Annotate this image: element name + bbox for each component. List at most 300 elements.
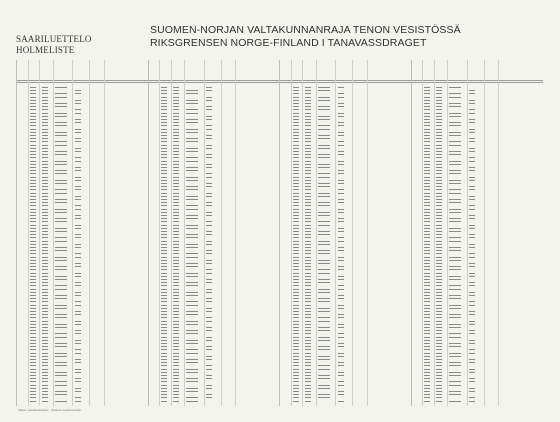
cell-mark: [449, 298, 461, 299]
cell-mark: [424, 212, 430, 213]
cell-mark: [293, 311, 299, 312]
cell-mark: [293, 321, 299, 322]
cell-mark: [173, 372, 179, 373]
cell-mark: [436, 250, 442, 251]
cell-mark: [42, 369, 48, 370]
cell-mark: [338, 209, 344, 210]
cell-mark: [42, 157, 48, 158]
cell-mark: [424, 285, 430, 286]
cell-mark: [173, 161, 179, 162]
cell-mark: [338, 298, 344, 299]
cell-mark: [449, 257, 461, 258]
cell-mark: [206, 397, 212, 398]
cell-mark: [436, 279, 442, 280]
cell-mark: [338, 269, 344, 270]
cell-mark: [161, 305, 167, 306]
cell-mark: [173, 125, 179, 126]
cell-mark: [206, 100, 212, 101]
cell-mark: [42, 202, 48, 203]
cell-mark: [436, 237, 442, 238]
cell-mark: [42, 135, 48, 136]
cell-mark: [424, 122, 430, 123]
cell-mark: [293, 273, 299, 274]
cell-mark: [293, 180, 299, 181]
cell-mark: [436, 269, 442, 270]
cell-mark: [30, 212, 36, 213]
cell-mark: [305, 90, 311, 91]
cell-mark: [424, 132, 430, 133]
cell-mark: [161, 337, 167, 338]
cell-mark: [186, 397, 198, 398]
cell-mark: [436, 135, 442, 136]
cell-mark: [173, 263, 179, 264]
cell-mark: [55, 103, 67, 104]
cell-mark: [161, 173, 167, 174]
cell-mark: [42, 186, 48, 187]
cell-mark: [338, 231, 344, 232]
cell-mark: [424, 343, 430, 344]
cell-mark: [436, 311, 442, 312]
cell-mark: [30, 193, 36, 194]
cell-mark: [449, 269, 461, 270]
cell-mark: [173, 305, 179, 306]
cell-mark: [424, 321, 430, 322]
cell-mark: [206, 241, 212, 242]
cell-mark: [424, 372, 430, 373]
cell-mark: [173, 177, 179, 178]
cell-mark: [436, 129, 442, 130]
cell-mark: [318, 145, 330, 146]
cell-mark: [30, 135, 36, 136]
cell-mark: [206, 164, 212, 165]
cell-mark: [186, 311, 198, 312]
cell-mark: [173, 100, 179, 101]
cell-mark: [42, 180, 48, 181]
cell-mark: [318, 282, 330, 283]
cell-mark: [30, 145, 36, 146]
cell-mark: [318, 177, 330, 178]
cell-mark: [293, 250, 299, 251]
cell-mark: [318, 241, 330, 242]
cell-mark: [206, 225, 212, 226]
cell-mark: [161, 250, 167, 251]
cell-mark: [436, 289, 442, 290]
cell-mark: [305, 314, 311, 315]
cell-mark: [55, 257, 67, 258]
cell-mark: [293, 388, 299, 389]
cell-mark: [75, 189, 81, 190]
cell-mark: [338, 228, 344, 229]
cell-mark: [55, 385, 67, 386]
cell-mark: [186, 324, 198, 325]
cell-mark: [30, 381, 36, 382]
cell-mark: [161, 292, 167, 293]
cell-mark: [173, 388, 179, 389]
cell-mark: [305, 237, 311, 238]
cell-mark: [436, 340, 442, 341]
cell-mark: [338, 365, 344, 366]
cell-mark: [161, 298, 167, 299]
cell-mark: [449, 372, 461, 373]
cell-mark: [305, 97, 311, 98]
cell-mark: [173, 231, 179, 232]
cell-mark: [469, 333, 475, 334]
cell-mark: [75, 333, 81, 334]
cell-mark: [469, 378, 475, 379]
cell-mark: [30, 196, 36, 197]
cell-mark: [424, 282, 430, 283]
cell-mark: [305, 317, 311, 318]
cell-mark: [75, 359, 81, 360]
cell-mark: [449, 103, 461, 104]
cell-mark: [469, 349, 475, 350]
cell-mark: [469, 266, 475, 267]
cell-mark: [338, 381, 344, 382]
cell-mark: [173, 90, 179, 91]
cell-mark: [55, 365, 67, 366]
cell-mark: [173, 244, 179, 245]
cell-mark: [305, 346, 311, 347]
cell-mark: [173, 401, 179, 402]
cell-mark: [469, 257, 475, 258]
cell-mark: [55, 193, 67, 194]
cell-mark: [305, 340, 311, 341]
header-rule: [17, 82, 149, 83]
cell-mark: [318, 100, 330, 101]
cell-mark: [338, 151, 344, 152]
cell-mark: [30, 129, 36, 130]
cell-mark: [42, 349, 48, 350]
cell-mark: [424, 231, 430, 232]
cell-mark: [293, 119, 299, 120]
cell-mark: [293, 394, 299, 395]
cell-mark: [436, 369, 442, 370]
cell-mark: [30, 170, 36, 171]
cell-mark: [293, 279, 299, 280]
cell-mark: [449, 317, 461, 318]
cell-mark: [75, 180, 81, 181]
cell-mark: [449, 202, 461, 203]
cell-mark: [161, 263, 167, 264]
cell-mark: [30, 365, 36, 366]
cell-mark: [338, 145, 344, 146]
cell-mark: [161, 266, 167, 267]
cell-mark: [424, 125, 430, 126]
cell-mark: [161, 330, 167, 331]
cell-mark: [424, 138, 430, 139]
cell-mark: [206, 167, 212, 168]
cell-mark: [436, 353, 442, 354]
cell-mark: [424, 202, 430, 203]
cell-mark: [436, 202, 442, 203]
cell-mark: [55, 151, 67, 152]
cell-mark: [206, 321, 212, 322]
cell-mark: [42, 273, 48, 274]
cell-mark: [449, 180, 461, 181]
cell-mark: [42, 125, 48, 126]
cell-mark: [55, 289, 67, 290]
cell-mark: [436, 324, 442, 325]
cell-mark: [449, 241, 461, 242]
cell-mark: [161, 183, 167, 184]
cell-mark: [161, 225, 167, 226]
cell-mark: [424, 397, 430, 398]
cell-mark: [424, 151, 430, 152]
cell-mark: [42, 330, 48, 331]
cell-mark: [30, 218, 36, 219]
cell-mark: [206, 145, 212, 146]
cell-mark: [55, 333, 67, 334]
cell-mark: [293, 199, 299, 200]
cell-mark: [424, 289, 430, 290]
cell-mark: [30, 205, 36, 206]
cell-mark: [186, 228, 198, 229]
cell-mark: [55, 269, 67, 270]
cell-mark: [436, 260, 442, 261]
cell-mark: [42, 279, 48, 280]
cell-mark: [305, 215, 311, 216]
cell-mark: [424, 228, 430, 229]
cell-mark: [206, 87, 212, 88]
cell-mark: [42, 106, 48, 107]
cell-mark: [173, 295, 179, 296]
cell-mark: [305, 356, 311, 357]
cell-mark: [469, 113, 475, 114]
cell-mark: [75, 132, 81, 133]
cell-mark: [436, 266, 442, 267]
cell-mark: [469, 276, 475, 277]
cell-mark: [318, 308, 330, 309]
cell-mark: [293, 193, 299, 194]
cell-mark: [293, 381, 299, 382]
cell-mark: [42, 391, 48, 392]
cell-mark: [424, 209, 430, 210]
cell-mark: [305, 221, 311, 222]
cell-mark: [42, 113, 48, 114]
cell-mark: [206, 193, 212, 194]
cell-mark: [469, 305, 475, 306]
cell-mark: [173, 311, 179, 312]
header-rule: [412, 82, 544, 83]
cell-mark: [305, 199, 311, 200]
cell-mark: [186, 247, 198, 248]
cell-mark: [42, 234, 48, 235]
cell-mark: [293, 145, 299, 146]
cell-mark: [30, 397, 36, 398]
cell-mark: [173, 189, 179, 190]
cell-mark: [469, 285, 475, 286]
cell-mark: [186, 199, 198, 200]
cell-mark: [293, 109, 299, 110]
cell-mark: [30, 103, 36, 104]
cell-mark: [338, 285, 344, 286]
cell-mark: [424, 250, 430, 251]
cell-mark: [424, 234, 430, 235]
cell-mark: [449, 135, 461, 136]
cell-mark: [55, 218, 67, 219]
cell-mark: [424, 330, 430, 331]
cell-mark: [186, 343, 198, 344]
cell-mark: [293, 365, 299, 366]
cell-mark: [161, 209, 167, 210]
cell-mark: [186, 372, 198, 373]
cell-mark: [318, 346, 330, 347]
cell-mark: [469, 253, 475, 254]
cell-mark: [318, 221, 330, 222]
cell-mark: [173, 391, 179, 392]
cell-mark: [186, 119, 198, 120]
cell-mark: [173, 365, 179, 366]
cell-mark: [424, 359, 430, 360]
cell-mark: [30, 285, 36, 286]
cell-mark: [173, 349, 179, 350]
cell-mark: [30, 359, 36, 360]
cell-mark: [173, 183, 179, 184]
cell-mark: [55, 221, 67, 222]
cell-mark: [42, 285, 48, 286]
cell-mark: [469, 109, 475, 110]
cell-mark: [161, 365, 167, 366]
cell-mark: [161, 154, 167, 155]
cell-mark: [424, 116, 430, 117]
cell-mark: [293, 282, 299, 283]
cell-mark: [75, 349, 81, 350]
cell-mark: [424, 257, 430, 258]
cell-mark: [424, 106, 430, 107]
cell-mark: [161, 253, 167, 254]
cell-mark: [55, 183, 67, 184]
cell-mark: [30, 385, 36, 386]
cell-mark: [338, 135, 344, 136]
cell-mark: [436, 337, 442, 338]
cell-mark: [42, 241, 48, 242]
cell-mark: [318, 87, 330, 88]
cell-mark: [173, 375, 179, 376]
cell-mark: [42, 375, 48, 376]
cell-mark: [173, 321, 179, 322]
cell-mark: [293, 225, 299, 226]
cell-mark: [449, 151, 461, 152]
cell-mark: [293, 93, 299, 94]
cell-mark: [55, 327, 67, 328]
cell-mark: [424, 260, 430, 261]
cell-mark: [42, 173, 48, 174]
cell-mark: [469, 148, 475, 149]
cell-mark: [30, 333, 36, 334]
cell-mark: [30, 301, 36, 302]
cell-mark: [30, 372, 36, 373]
cell-mark: [424, 346, 430, 347]
cell-mark: [75, 161, 81, 162]
cell-mark: [469, 292, 475, 293]
cell-mark: [449, 337, 461, 338]
cell-mark: [469, 311, 475, 312]
cell-mark: [436, 177, 442, 178]
cell-mark: [293, 106, 299, 107]
cell-mark: [338, 317, 344, 318]
cell-mark: [424, 308, 430, 309]
cell-mark: [173, 327, 179, 328]
cell-mark: [186, 93, 198, 94]
cell-mark: [469, 247, 475, 248]
cell-mark: [293, 314, 299, 315]
cell-mark: [338, 164, 344, 165]
cell-mark: [469, 189, 475, 190]
cell-mark: [42, 388, 48, 389]
cell-mark: [293, 151, 299, 152]
cell-mark: [318, 317, 330, 318]
cell-mark: [305, 327, 311, 328]
cell-mark: [449, 173, 461, 174]
cell-mark: [424, 353, 430, 354]
cell-mark: [206, 250, 212, 251]
cell-mark: [173, 205, 179, 206]
cell-mark: [318, 388, 330, 389]
cell-mark: [424, 295, 430, 296]
cell-mark: [186, 113, 198, 114]
cell-mark: [75, 215, 81, 216]
cell-mark: [55, 145, 67, 146]
cell-mark: [161, 279, 167, 280]
cell-mark: [161, 93, 167, 94]
cell-mark: [305, 109, 311, 110]
cell-mark: [161, 221, 167, 222]
cell-mark: [424, 113, 430, 114]
cell-mark: [30, 173, 36, 174]
cell-mark: [424, 199, 430, 200]
cell-mark: [30, 388, 36, 389]
cell-mark: [424, 362, 430, 363]
cell-mark: [436, 215, 442, 216]
cell-mark: [42, 269, 48, 270]
cell-mark: [293, 337, 299, 338]
cell-mark: [305, 298, 311, 299]
cell-mark: [186, 122, 198, 123]
cell-mark: [173, 330, 179, 331]
cell-mark: [55, 125, 67, 126]
cell-mark: [449, 116, 461, 117]
cell-mark: [424, 369, 430, 370]
cell-mark: [449, 125, 461, 126]
cell-mark: [161, 202, 167, 203]
cell-mark: [318, 193, 330, 194]
cell-mark: [424, 298, 430, 299]
cell-mark: [161, 231, 167, 232]
cell-mark: [436, 378, 442, 379]
cell-mark: [161, 257, 167, 258]
cell-mark: [42, 189, 48, 190]
cell-mark: [293, 340, 299, 341]
cell-mark: [338, 170, 344, 171]
cell-mark: [42, 141, 48, 142]
cell-mark: [173, 308, 179, 309]
cell-mark: [55, 241, 67, 242]
cell-mark: [206, 173, 212, 174]
cell-mark: [30, 209, 36, 210]
cell-mark: [75, 253, 81, 254]
cell-mark: [436, 263, 442, 264]
cell-mark: [318, 129, 330, 130]
cell-mark: [318, 369, 330, 370]
cell-mark: [318, 263, 330, 264]
cell-mark: [293, 375, 299, 376]
cell-mark: [318, 356, 330, 357]
cell-mark: [75, 237, 81, 238]
cell-mark: [318, 231, 330, 232]
cell-mark: [30, 250, 36, 251]
cell-mark: [42, 276, 48, 277]
cell-mark: [436, 333, 442, 334]
